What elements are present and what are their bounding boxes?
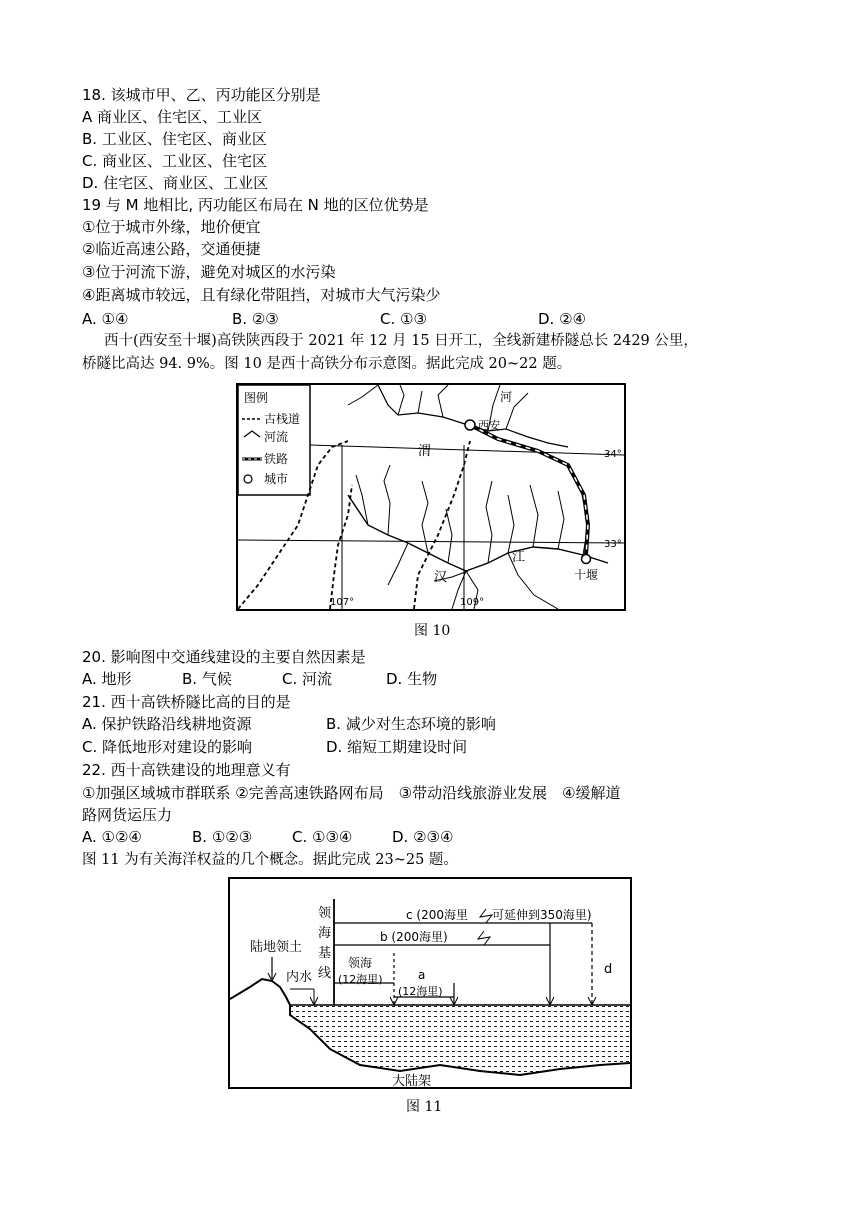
territorial-sea-nm: (12海里): [338, 973, 383, 986]
sea-water: [290, 1005, 630, 1075]
baseline-char-3: 基: [318, 946, 332, 961]
legend-rail-label: 铁路: [264, 452, 289, 466]
q19-statement-4: ④距离城市较远，且有绿化带阻挡，对城市大气污染少: [82, 286, 441, 304]
q19-statement-3: ③位于河流下游，避免对城区的水污染: [82, 263, 336, 281]
q20-option-a: A. 地形: [82, 670, 132, 688]
map-svg: [238, 385, 624, 609]
label-han: 汉: [434, 570, 448, 585]
q22-option-d: D. ②③④: [392, 828, 454, 846]
q22-option-c: C. ①③④: [292, 828, 353, 846]
q19-option-d: D. ②④: [538, 310, 586, 328]
q19-statement-1: ①位于城市外缘，地价便宜: [82, 218, 261, 236]
q18-option-b: B. 工业区、住宅区、商业区: [82, 130, 267, 148]
q19-option-b: B. ②③: [232, 310, 279, 328]
wei-river: [378, 385, 568, 447]
q22-statements-line-2: 路网货运压力: [82, 806, 173, 824]
ancient-road-2: [330, 485, 355, 609]
q22-option-a: A. ①②④: [82, 828, 142, 846]
q18-option-c: C. 商业区、工业区、住宅区: [82, 152, 268, 170]
xi-shi-railway: [470, 425, 588, 555]
q20-option-d: D. 生物: [386, 670, 438, 688]
q20-option-c: C. 河流: [282, 670, 333, 688]
q19-stem: 19 与 M 地相比, 丙功能区布局在 N 地的区位优势是: [82, 196, 429, 214]
q20-options: [82, 668, 437, 690]
figure-11-caption: 图 11: [406, 1099, 443, 1115]
b-zone-label: b (200海里): [380, 930, 448, 944]
lon-109-label: 109°: [460, 597, 485, 608]
q19-option-c: C. ①③: [380, 310, 427, 328]
inner-waters-label: 内水: [286, 970, 313, 985]
intro-20-line-1: 西十(西安至十堰)高铁陕西段于 2021 年 12 月 15 日开工，全线新建桥隧总长 2429 公里，: [104, 333, 698, 349]
ocean-rights-svg: [230, 879, 630, 1087]
q18-option-d: D. 住宅区、商业区、工业区: [82, 174, 269, 192]
intro-20-line-2: 桥隧比高达 94. 9%。图 10 是西十高铁分布示意图。据此完成 20~22 题。: [82, 356, 572, 372]
a-zone-label: a: [418, 968, 426, 982]
a-zone-nm: (12海里): [398, 985, 443, 998]
q21-stem: 21. 西十高铁桥隧比高的目的是: [82, 693, 291, 711]
land-territory-label: 陆地领土: [250, 940, 303, 955]
figure-10-map: [236, 383, 626, 611]
q20-stem: 20. 影响图中交通线建设的主要自然因素是: [82, 648, 366, 666]
baseline-char-4: 线: [318, 966, 332, 981]
q21-option-c: C. 降低地形对建设的影响: [82, 738, 253, 756]
label-wei: 渭: [418, 444, 432, 459]
q19-option-a: A. ①④: [82, 310, 129, 328]
q22-option-b: B. ①②③: [192, 828, 253, 846]
legend-city-symbol: [244, 475, 252, 483]
label-jiang: 江: [512, 550, 526, 565]
city-xian: [465, 420, 475, 430]
lat-34-label: 34°: [604, 449, 622, 460]
continental-shelf-label: 大陆架: [392, 1074, 432, 1087]
q22-statements-line-1: ①加强区域城市群联系 ②完善高速铁路网布局 ③带动沿线旅游业发展 ④缓解道: [82, 784, 621, 802]
d-label: d: [604, 962, 613, 977]
q21-options-row2: [82, 736, 467, 758]
q18-option-a: A 商业区、住宅区、工业区: [82, 108, 263, 126]
c-zone-extend: 可延伸到350海里): [492, 908, 592, 922]
q21-option-b: B. 减少对生态环境的影响: [326, 715, 496, 733]
city-shiyan: [582, 555, 591, 564]
baseline-char-1: 领: [318, 906, 332, 921]
q19-options: [82, 308, 586, 330]
q22-stem: 22. 西十高铁建设的地理意义有: [82, 761, 291, 779]
territorial-sea-label: 领海: [348, 956, 373, 970]
q21-option-d: D. 缩短工期建设时间: [326, 738, 468, 756]
legend-river-label: 河流: [264, 430, 289, 444]
intro-23: 图 11 为有关海洋权益的几个概念。据此完成 23~25 题。: [82, 852, 458, 868]
q21-option-a: A. 保护铁路沿线耕地资源: [82, 715, 252, 733]
lat-33-label: 33°: [604, 539, 622, 550]
figure-11-diagram: [228, 877, 632, 1089]
label-shiyan: 十堰: [574, 568, 599, 582]
latitude-33-line: [238, 540, 624, 543]
label-he: 河: [500, 390, 513, 404]
legend-city-label: 城市: [264, 472, 289, 486]
q20-option-b: B. 气候: [182, 670, 232, 688]
figure-10-caption: 图 10: [414, 623, 451, 639]
legend-title: 图例: [244, 391, 269, 405]
q19-statement-2: ②临近高速公路，交通便捷: [82, 240, 261, 258]
legend-road-label: 古栈道: [264, 412, 301, 426]
label-xian: 西安: [478, 419, 500, 432]
q21-options-row1: [82, 713, 496, 735]
q22-options: [82, 826, 453, 848]
c-zone-label: c (200海里: [406, 908, 468, 922]
han-river: [348, 495, 608, 571]
baseline-char-2: 海: [318, 926, 332, 941]
q18-stem: 18. 该城市甲、乙、丙功能区分别是: [82, 86, 321, 104]
lon-107-label: 107°: [330, 597, 355, 608]
